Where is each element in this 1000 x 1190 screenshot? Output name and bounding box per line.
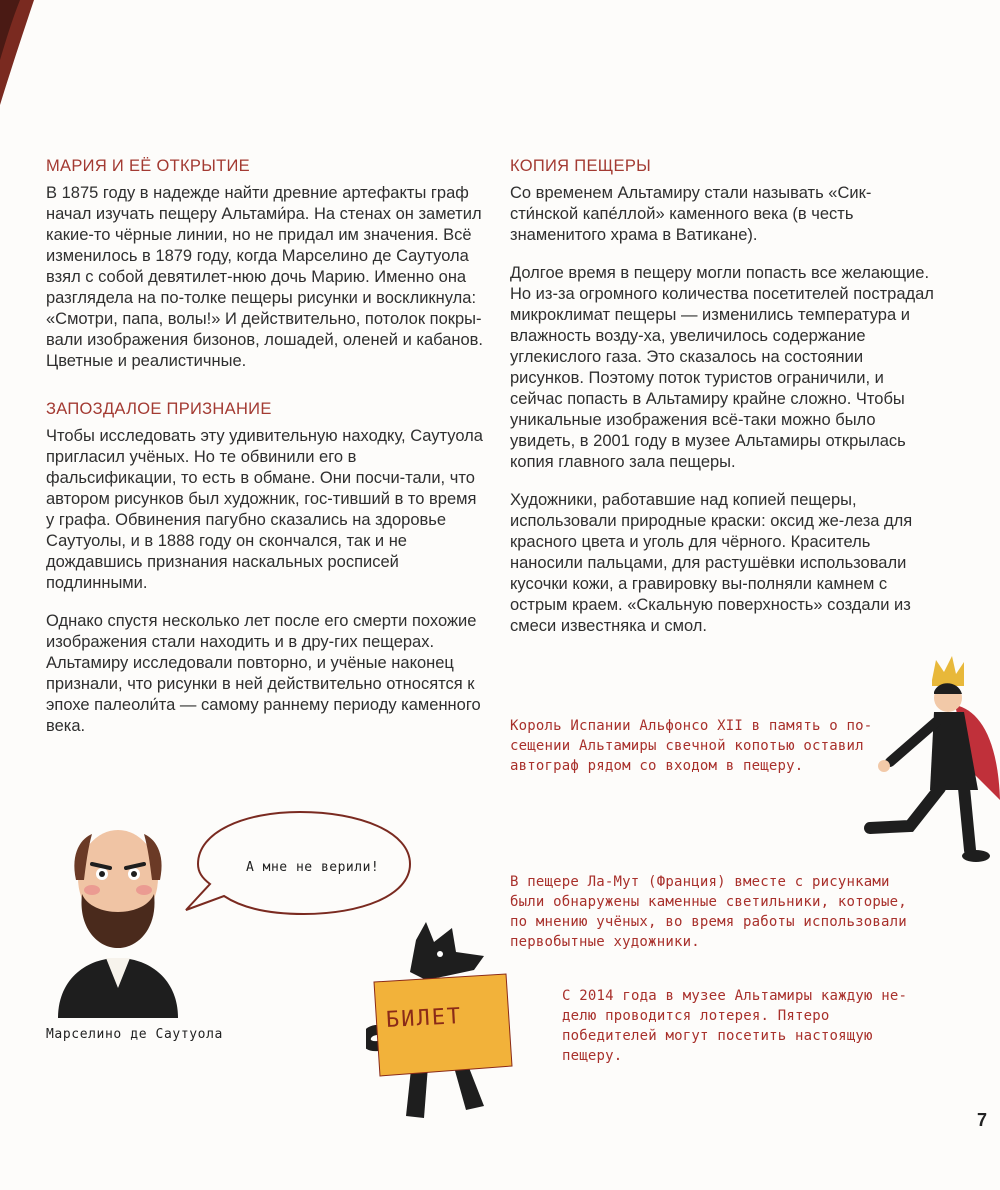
discovery-paragraph: В 1875 году в надежде найти древние артефакты граф начал изучать пещеру Альтами́ра. На стенах он заметил какие-то чёрные линии, но не придал им значения. Всё изменилось в 1879 году, когда Марселино де Саутуола взял с собой девятилет-нюю дочь Марию. Именно она разглядела на по-толке пещеры рисунки и воскликнула: «Смотри, папа, волы!» И действительно, потолок покры-вали изображения бизонов, лошадей, оленей и кабанов. Цветные и реалистичные. bbox=[46, 184, 484, 370]
corner-decoration bbox=[0, 0, 40, 110]
note-king: Король Испании Альфонсо XII в память о по-сещении Альтамиры свечной копотью оставил автограф рядом со входом в пещеру. bbox=[510, 718, 873, 774]
portrait-caption: Марселино де Саутуола bbox=[46, 1027, 223, 1042]
king-illustration bbox=[860, 650, 1000, 870]
copy-paragraph-3: Художники, работавшие над копией пещеры, использовали природные краски: оксид же-леза для красного цвета и уголь для чёрного. Краситель наносили пальцами, для растушёвки использовали кусочки кожи, а гравировку вы-полняли камнем с острым краем. «Скальную поверхность» создали из смеси известняка и смол. bbox=[510, 491, 913, 635]
note-lottery: С 2014 года в музее Альтамиры каждую не-делю проводится лотерея. Пятеро победителей могут посетить настоящую пещеру. bbox=[562, 988, 908, 1064]
page-number: 7 bbox=[977, 1110, 988, 1130]
section-heading-discovery: МАРИЯ И ЕЁ ОТКРЫТИЕ bbox=[46, 157, 250, 175]
ticket-label: БИЛЕТ bbox=[385, 1004, 463, 1033]
recognition-paragraph-1: Чтобы исследовать эту удивительную находку, Саутуола пригласил учёных. Но те обвинили его в фальсификации, то есть в обмане. Они посчи-тали, что автором рисунков был художник, гос-тивший в то время у графа. Обвинения пагубно сказались на здоровье Саутуолы, и в 1888 году он скончался, так и не дождавшись признания наскальных росписей подлинными. bbox=[46, 427, 483, 592]
copy-paragraph-2: Долгое время в пещеру могли попасть все желающие. Но из-за огромного количества посетителей пострадал микроклимат пещеры — изменились температура и влажность возду-ха, увеличилось содержание углекислого газа. Это сказалось на состоянии рисунков. Поэтому поток туристов ограничили, и сейчас попасть в Альтамиру крайне сложно. Чтобы уникальные изображения всё-таки можно было увидеть, в 2001 году в музее Альтамиры открылась копия главного зала пещеры. bbox=[510, 264, 934, 471]
recognition-paragraph-2: Однако спустя несколько лет после его смерти похожие изображения стали находить и в дру-гих пещерах. Альтамиру исследовали повторно, и учёные наконец признали, что рисунки в ней действительно относятся к эпохе палеоли́та — самому раннему периоду каменного века. bbox=[46, 612, 481, 735]
section-heading-copy: КОПИЯ ПЕЩЕРЫ bbox=[510, 157, 652, 175]
section-heading-recognition: ЗАПОЗДАЛОЕ ПРИЗНАНИЕ bbox=[46, 400, 272, 418]
left-column bbox=[46, 155, 486, 754]
speech-bubble-text: А мне не верили! bbox=[246, 860, 380, 875]
copy-paragraph-1: Со временем Альтамиру стали называть «Сик-сти́нской капе́ллой» каменного века (в честь знаменитого храма в Ватикане). bbox=[510, 184, 872, 244]
right-column bbox=[510, 155, 935, 654]
note-la-mouthe: В пещере Ла-Мут (Франция) вместе с рисунками были обнаружены каменные светильники, которые, по мнению учёных, во время работы использовали первобытные художники. bbox=[510, 874, 907, 950]
sautuola-portrait bbox=[48, 808, 188, 1018]
